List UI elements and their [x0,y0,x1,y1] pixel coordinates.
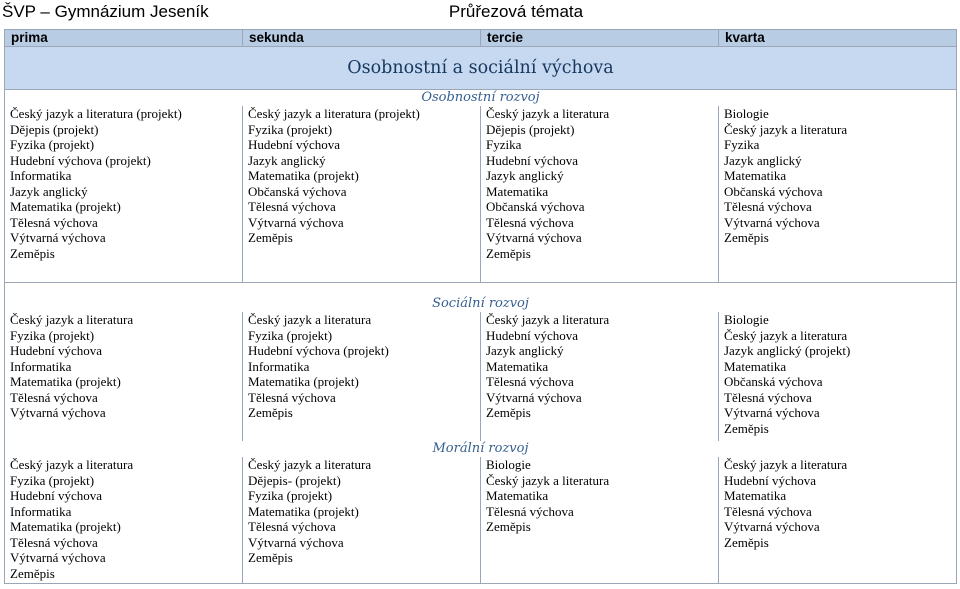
subject-item: Jazyk anglický [724,152,802,168]
subject-item: Jazyk anglický [248,152,326,168]
subject-item: Tělesná výchova [248,389,336,405]
subject-item: Český jazyk a literatura [724,121,848,137]
subject-item: Zeměpis [486,245,531,261]
subject-item: Občanská výchova [724,183,823,199]
subject-item: Tělesná výchova [724,389,812,405]
subject-item: Tělesná výchova [486,374,574,389]
subject-item: Český jazyk a literatura [486,106,610,121]
subject-item: Matematika (projekt) [248,374,359,389]
cell-osobnostni-tercie [481,106,719,283]
cell-socialni-tercie [481,312,719,441]
cell-moralni-prima [5,457,243,584]
cell-osobnostni-kvarta [719,106,957,283]
subject-item: Fyzika [724,137,760,152]
subject-item: Matematika (projekt) [10,519,121,534]
subject-item: Hudební výchova (projekt) [10,152,151,168]
subject-item: Tělesná výchova [486,214,574,230]
subject-item: Český jazyk a literatura [10,312,134,327]
subject-item: Jazyk anglický [486,168,564,183]
document-header-title: ŠVP – Gymnázium Jeseník [2,2,209,21]
subject-item: Matematika [486,183,549,199]
subject-item: Zeměpis [248,230,293,245]
subject-item: Výtvarná výchova [10,230,106,245]
section-spacer [5,283,957,297]
subject-item: Fyzika (projekt) [10,472,95,488]
subject-item: Dějepis- (projekt) [248,472,341,488]
subject-item: Dějepis (projekt) [486,121,575,137]
subject-item: Zeměpis [724,230,769,245]
subject-item: Biologie [724,106,769,121]
subject-item: Hudební výchova [10,488,103,503]
subject-item: Český jazyk a literatura (projekt) [248,106,420,121]
subject-item: Matematika (projekt) [10,199,121,214]
curriculum-table [4,29,957,584]
subject-item: Informatika [10,168,72,183]
subject-item: Zeměpis [10,565,55,581]
subject-item: Tělesná výchova [486,503,574,519]
subject-item: Biologie [486,457,531,472]
subject-item: Občanská výchova [486,199,585,214]
subject-item: Tělesná výchova [724,503,812,519]
subject-item: Český jazyk a literatura [724,327,848,343]
subject-item: Hudební výchova [486,327,579,343]
subject-item: Zeměpis [486,519,531,534]
subject-item: Matematika [486,488,549,503]
cell-socialni-kvarta [719,312,957,441]
subject-item: Český jazyk a literatura [248,457,372,472]
subject-item: Hudební výchova (projekt) [248,343,389,358]
subject-item: Výtvarná výchova [10,550,106,565]
subject-item: Český jazyk a literatura [724,457,848,472]
subject-item: Výtvarná výchova [724,405,820,420]
section-content-row [5,312,957,441]
cell-osobnostni-prima [5,106,243,283]
column-header-tercie: tercie [481,30,719,47]
subject-item: Matematika [724,358,787,374]
subject-item: Výtvarná výchova [10,405,106,420]
subject-item: Zeměpis [486,405,531,420]
subject-item: Hudební výchova [10,343,103,358]
section-content-row [5,106,957,283]
subject-item: Hudební výchova [486,152,579,168]
document-header-topic: Průřezová témata [448,2,584,21]
subject-item: Jazyk anglický (projekt) [724,343,851,358]
subject-item: Tělesná výchova [10,214,98,230]
cell-socialni-prima [5,312,243,441]
subject-item: Výtvarná výchova [724,519,820,534]
subject-item: Tělesná výchova [248,199,336,214]
subject-item: Informatika [10,503,72,519]
subject-item: Informatika [10,358,72,374]
cell-socialni-sekunda [243,312,481,441]
main-title-row [5,47,957,90]
subject-item: Matematika (projekt) [248,503,359,519]
subject-item: Tělesná výchova [10,389,98,405]
subject-item: Výtvarná výchova [248,214,344,230]
column-header-sekunda: sekunda [243,30,481,47]
subject-item: Fyzika (projekt) [10,137,95,152]
subject-item: Český jazyk a literatura [486,472,610,488]
subject-item: Výtvarná výchova [486,230,582,245]
section-content-row [5,457,957,584]
subject-item: Matematika (projekt) [248,168,359,183]
subject-item: Český jazyk a literatura [248,312,372,327]
subject-item: Matematika [486,358,549,374]
subject-item: Matematika (projekt) [10,374,121,389]
subject-item: Fyzika (projekt) [10,327,95,343]
section-title-moralni: Morální rozvoj [5,441,957,457]
subject-item: Hudební výchova [248,137,341,152]
section-title-socialni: Sociální rozvoj [5,296,957,312]
subject-item: Fyzika (projekt) [248,488,333,503]
subject-item: Občanská výchova [248,183,347,199]
subject-item: Jazyk anglický [486,343,564,358]
subject-item: Jazyk anglický [10,183,88,199]
subject-item: Informatika [248,358,310,374]
subject-item: Tělesná výchova [10,534,98,550]
subject-item: Zeměpis [248,550,293,565]
cell-moralni-tercie [481,457,719,584]
subject-item: Český jazyk a literatura [486,312,610,327]
cell-moralni-sekunda [243,457,481,584]
subject-item: Zeměpis [248,405,293,420]
subject-item: Biologie [724,312,769,327]
subject-item: Zeměpis [10,245,55,261]
subject-item: Matematika [724,488,787,503]
subject-item: Matematika [724,168,787,183]
section-title-row [5,90,957,107]
subject-item: Dějepis (projekt) [10,121,99,137]
subject-item: Výtvarná výchova [248,534,344,550]
cell-osobnostni-sekunda [243,106,481,283]
subject-item: Fyzika [486,137,522,152]
subject-item: Český jazyk a literatura [10,457,134,472]
subject-item: Fyzika (projekt) [248,121,333,137]
subject-item: Fyzika (projekt) [248,327,333,343]
cell-moralni-kvarta [719,457,957,584]
subject-item: Zeměpis [724,420,769,436]
column-header-kvarta: kvarta [719,30,957,47]
section-title-row [5,441,957,457]
subject-item: Občanská výchova [724,374,823,389]
subject-item: Hudební výchova [724,472,817,488]
section-title-row [5,296,957,312]
section-title-osobnostni: Osobnostní rozvoj [5,90,957,107]
column-header-prima: prima [5,30,243,47]
subject-item: Tělesná výchova [248,519,336,534]
subject-item: Český jazyk a literatura (projekt) [10,106,182,121]
main-title: Osobnostní a sociální výchova [5,47,957,90]
subject-item: Zeměpis [724,534,769,550]
column-header-row [5,30,957,47]
subject-item: Výtvarná výchova [724,214,820,230]
subject-item: Tělesná výchova [724,199,812,214]
subject-item: Výtvarná výchova [486,389,582,405]
